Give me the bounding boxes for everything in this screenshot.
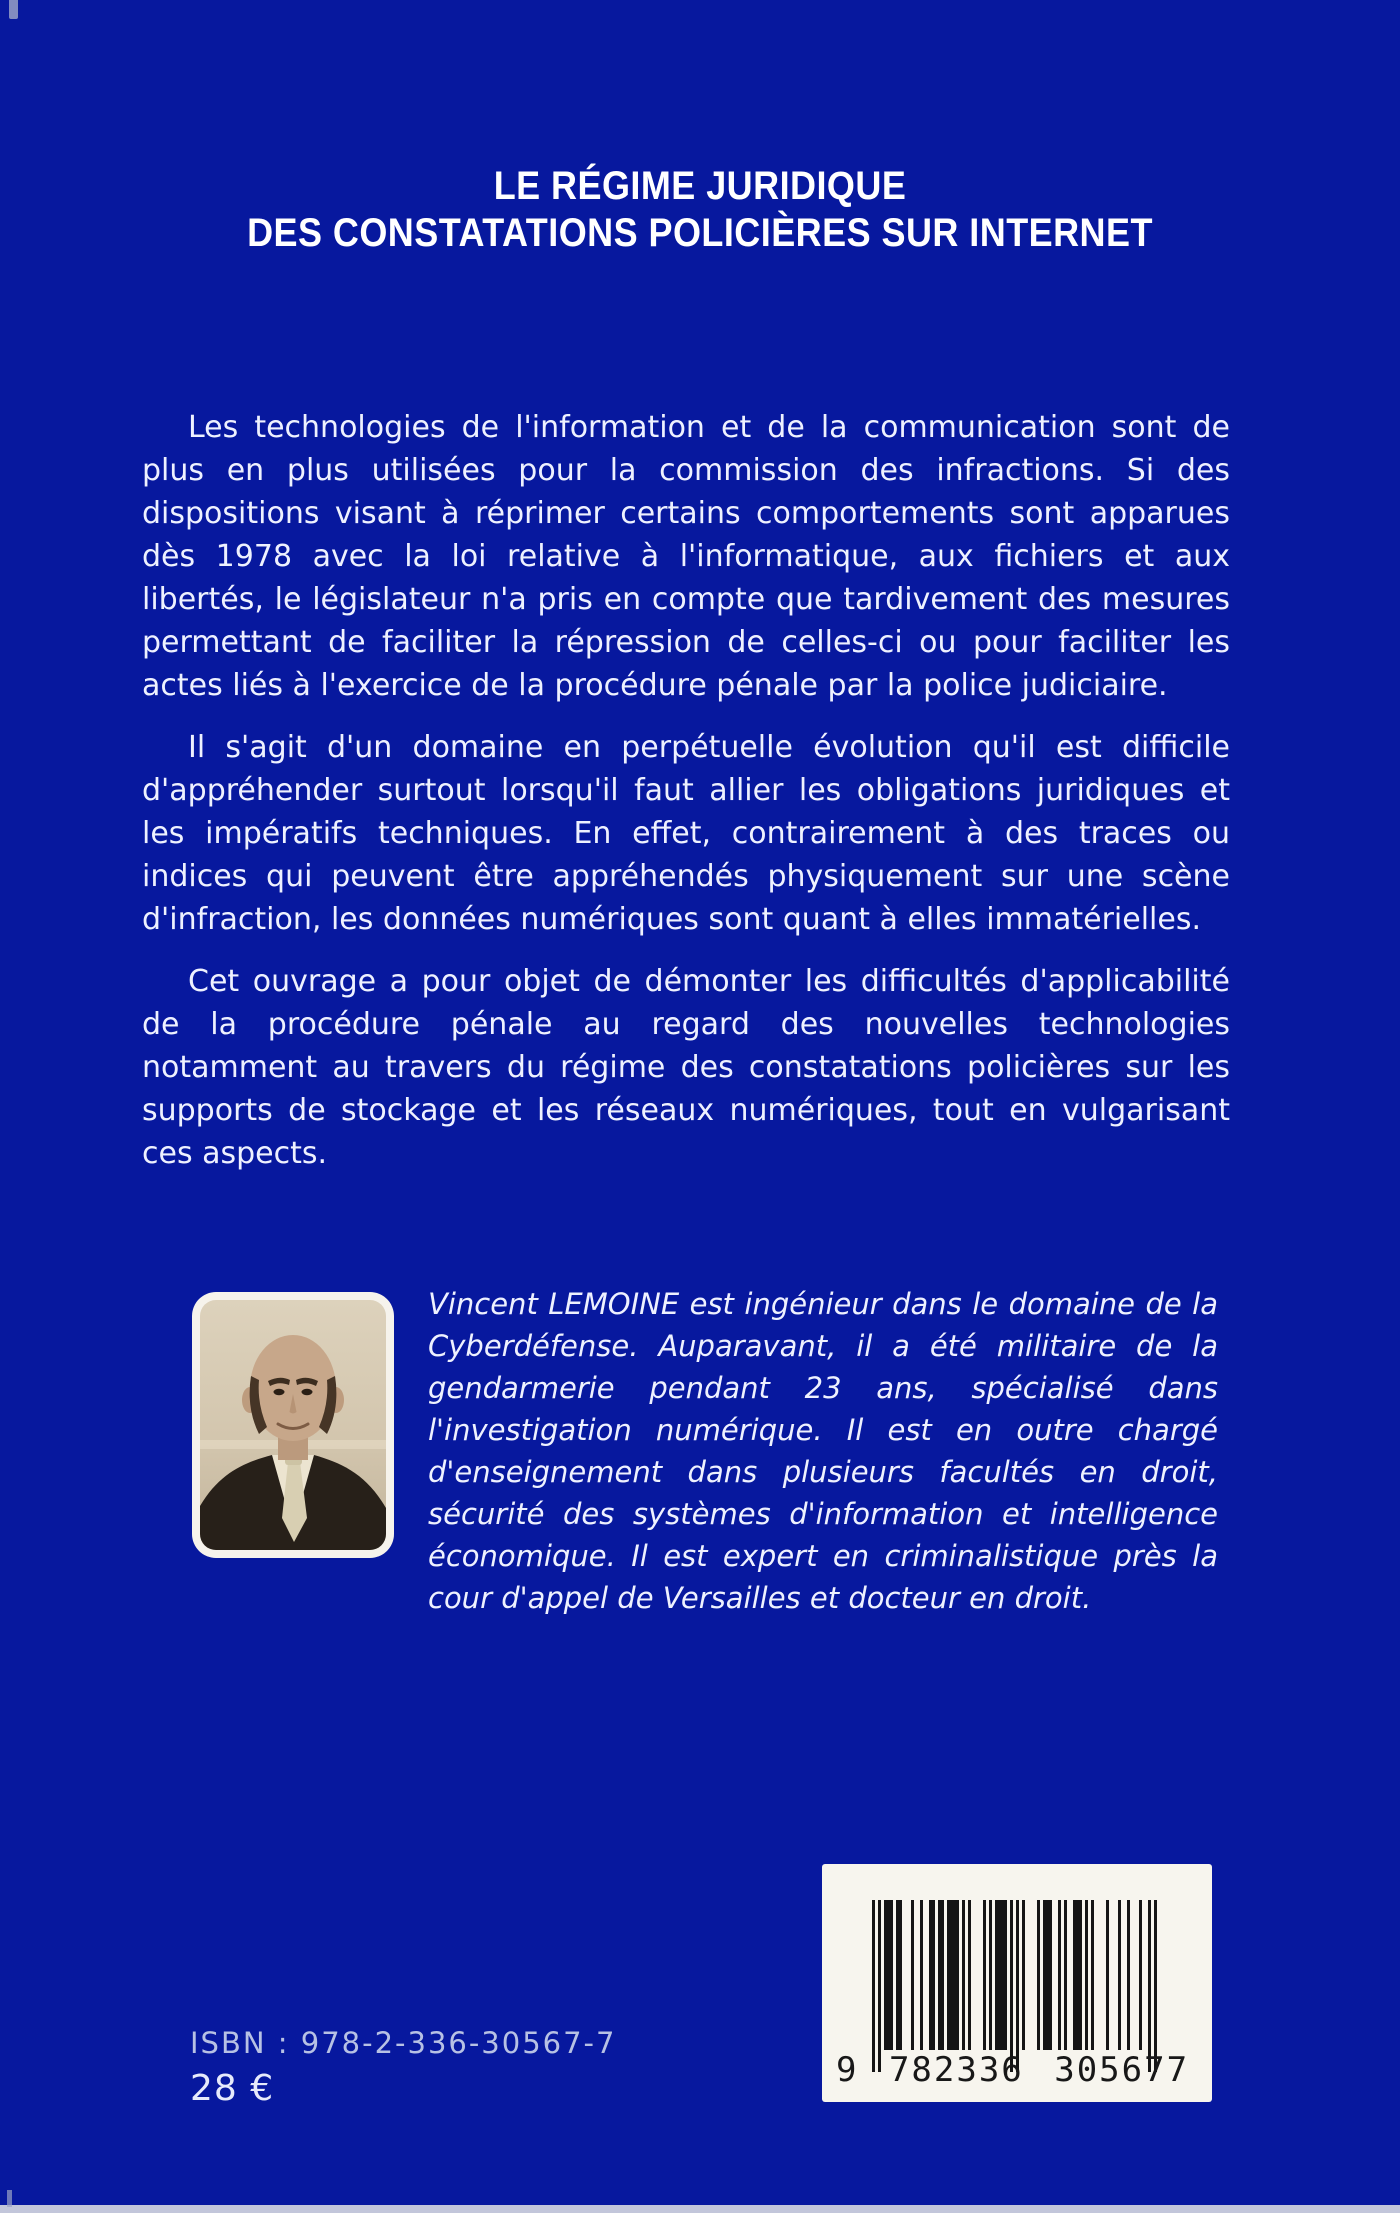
scan-edge-mark-bottom [7,2190,12,2207]
synopsis-text [142,406,1230,1194]
author-portrait-photo [192,1292,394,1558]
price-text: 28 € [190,2068,275,2109]
synopsis-paragraph-2: Il s'agit d'un domaine en perpétuelle évolution qu'il est difficile d'appréhender surtout lorsqu'il faut allier les obligations juridiques et les impératifs techniques. En effet, contrairement à des traces ou indices qui peuvent être appréhendés physiquement sur une scène d'infraction, les données numériques sont quant à elles immatérielles. [142,730,1230,937]
barcode-panel [822,1864,1212,2102]
author-portrait-illustration [192,1292,394,1558]
author-bio-text: Vincent LEMOINE est ingénieur dans le domaine de la Cyberdéfense. Auparavant, il a été militaire de la gendarmerie pendant 23 ans, spécialisé dans l'investigation numérique. Il est en outre chargé d'enseignement dans plusieurs facultés en droit, sécurité des systèmes d'information et intelligence économique. Il est expert en criminalistique près la cour d'appel de Versailles et docteur en droit. [428,1287,1218,1615]
barcode-digits: 9 782336 305677 [836,2050,1190,2090]
book-title [70,163,1330,257]
isbn-text: ISBN : 978-2-336-30567-7 [190,2026,617,2060]
ean13-barcode [872,1900,1157,2072]
scan-edge-mark-top [9,0,18,19]
scan-edge-strip-bottom [0,2205,1400,2213]
synopsis-paragraph-1: Les technologies de l'information et de la communication sont de plus en plus utilisées pour la commission des infractions. Si des dispositions visant à réprimer certains comportements sont apparues dès 1978 avec la loi relative à l'informatique, aux fichiers et aux libertés, le législateur n'a pris en compte que tardivement des mesures permettant de faciliter la répression de celles-ci ou pour faciliter les actes liés à l'exercice de la procédure pénale par la police judiciaire. [142,410,1230,703]
synopsis-paragraph-3: Cet ouvrage a pour objet de démonter les difficultés d'applicabilité de la procédure pénale au regard des nouvelles technologies notamment au travers du régime des constatations policières sur les supports de stockage et les réseaux numériques, tout en vulgarisant ces aspects. [142,964,1230,1171]
book-title-line-2: DES CONSTATATIONS POLICIÈRES SUR INTERNET [247,211,1153,255]
book-title-line-1: LE RÉGIME JURIDIQUE [493,164,907,208]
